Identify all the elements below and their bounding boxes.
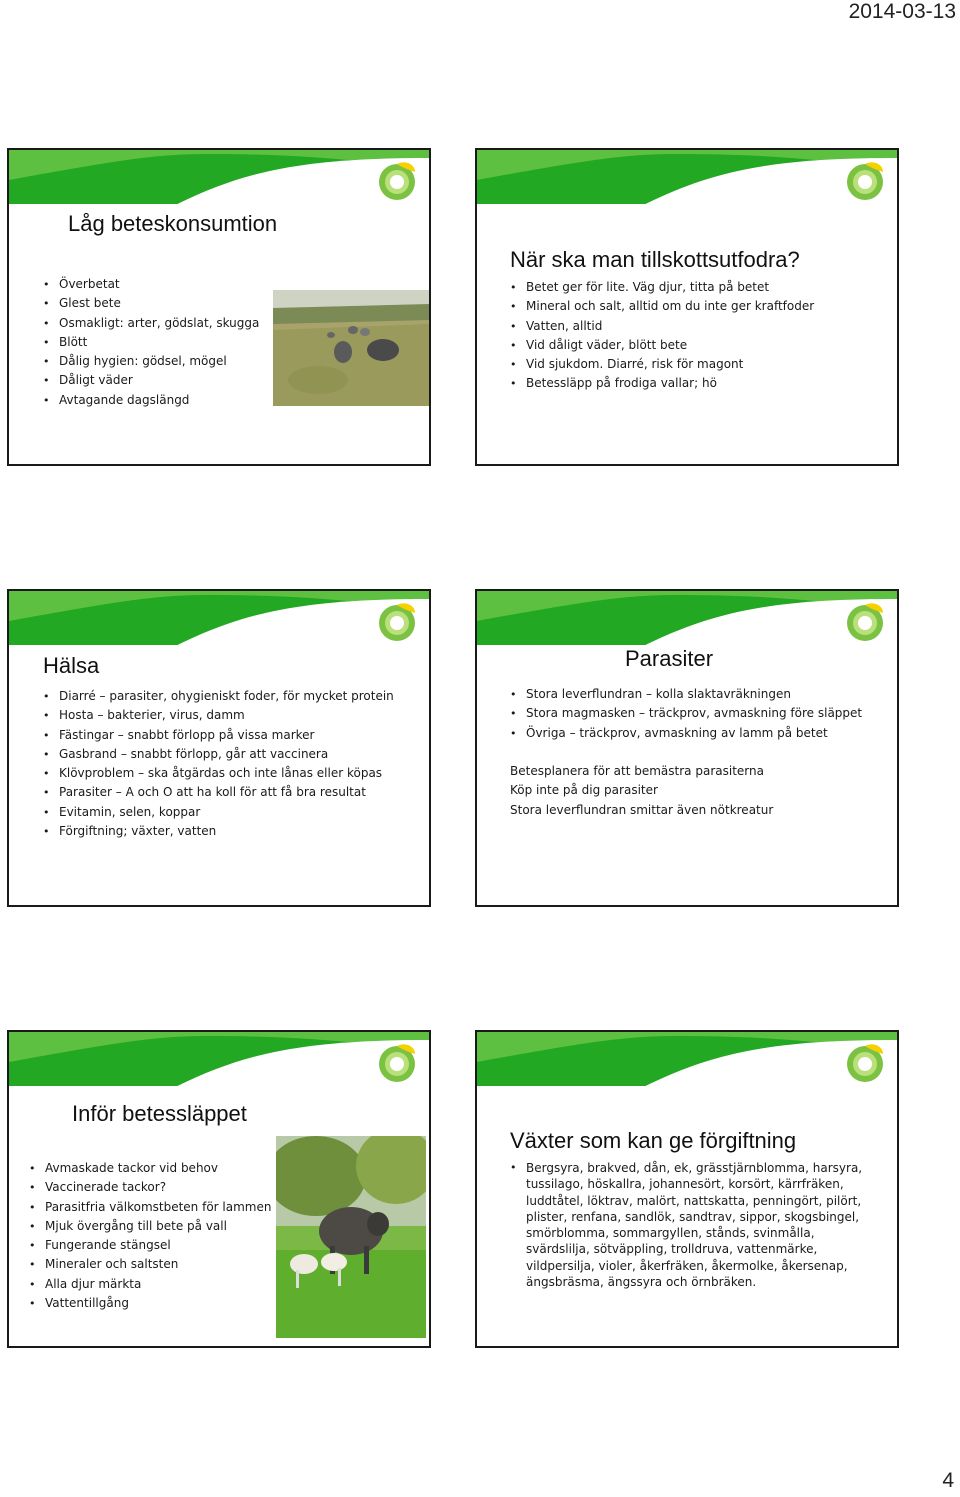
body-text bbox=[510, 762, 773, 820]
slide-header-band bbox=[477, 591, 897, 645]
slide-tillskottsutfodra bbox=[475, 148, 899, 466]
list-item: • Vaccinerade tackor? bbox=[29, 1178, 271, 1197]
list-item: • Parasitfria välkomstbeten för lammen bbox=[29, 1198, 271, 1217]
leaf-logo-icon bbox=[843, 1040, 887, 1084]
list-item: • Klövproblem – ska åtgärdas och inte lånas eller köpas bbox=[43, 764, 394, 783]
slide-vaxter-forgiftning bbox=[475, 1030, 899, 1348]
slide-header-band bbox=[9, 1032, 429, 1086]
slide-title: Växter som kan ge förgiftning bbox=[510, 1128, 797, 1153]
slide-header-band bbox=[9, 150, 429, 204]
list-item: • Glest bete bbox=[43, 294, 259, 313]
list-item: • Mjuk övergång till bete på vall bbox=[29, 1217, 271, 1236]
list-item: • Betet ger för lite. Väg djur, titta på betet bbox=[510, 278, 814, 297]
leaf-logo-icon bbox=[375, 1040, 419, 1084]
list-item: • Förgiftning; växter, vatten bbox=[43, 822, 394, 841]
bullet-list bbox=[510, 685, 862, 743]
leaf-logo-icon bbox=[843, 599, 887, 643]
text-line: Stora leverflundran smittar även nötkreatur bbox=[510, 802, 774, 817]
list-item: • Överbetat bbox=[43, 275, 259, 294]
list-item: • Mineraler och saltsten bbox=[29, 1255, 271, 1274]
slide-title: Låg beteskonsumtion bbox=[68, 211, 278, 236]
slide-halsa bbox=[7, 589, 431, 907]
sheep-grazing-photo bbox=[273, 290, 429, 406]
slide-header-band bbox=[477, 150, 897, 204]
list-item: • Vid sjukdom. Diarré, risk för magont bbox=[510, 355, 814, 374]
ewe-and-lambs-photo bbox=[276, 1136, 426, 1338]
list-item: • Betessläpp på frodiga vallar; hö bbox=[510, 374, 814, 393]
list-item: • Övriga – träckprov, avmaskning av lamm på betet bbox=[510, 724, 862, 743]
list-item: • Stora leverflundran – kolla slaktavräkningen bbox=[510, 685, 862, 704]
list-item: • Vattentillgång bbox=[29, 1294, 271, 1313]
list-item: • Fästingar – snabbt förlopp på vissa marker bbox=[43, 726, 394, 745]
list-item: • Parasiter – A och O att ha koll för att få bra resultat bbox=[43, 783, 394, 802]
list-item: • Gasbrand – snabbt förlopp, går att vaccinera bbox=[43, 745, 394, 764]
list-item: • Avmaskade tackor vid behov bbox=[29, 1159, 271, 1178]
list-item: • Vatten, alltid bbox=[510, 317, 814, 336]
list-item: • Stora magmasken – träckprov, avmaskning före släppet bbox=[510, 704, 862, 723]
list-item: • Bergsyra, brakved, dån, ek, grässtjärnblomma, harsyra, tussilago, höskallra, johannesört, korsört, kärrfräken, luddtåtel, löktrav, malört, nattskatta, penningört, pilört, plister, renfana, sandlök, sandtrav, sippor, skogsbingel, smörblomma, sommargyllen, stånds, svinmålla, svärdslilja, sötväppling, trolldruva, vattenmärke, vildpersilja, violer, åkerfräken, åkermolke, åkersenap, ängsbräsma, ängssyra och örnbräken. bbox=[510, 1160, 870, 1290]
text-line: Köp inte på dig parasiter bbox=[510, 783, 658, 798]
slide-header-band bbox=[477, 1032, 897, 1086]
list-item: • Osmakligt: arter, gödslat, skugga bbox=[43, 314, 259, 333]
bullet-list bbox=[29, 1159, 271, 1313]
list-item: • Avtagande dagslängd bbox=[43, 391, 259, 410]
list-item: • Dålig hygien: gödsel, mögel bbox=[43, 352, 259, 371]
slide-lag-beteskonsumtion bbox=[7, 148, 431, 466]
document-date: 2014-03-13 bbox=[848, 0, 956, 23]
slide-infor-betessläppet bbox=[7, 1030, 431, 1348]
leaf-logo-icon bbox=[375, 158, 419, 202]
bullet-list bbox=[43, 687, 394, 841]
list-item: • Blött bbox=[43, 333, 259, 352]
page-number: 4 bbox=[942, 1469, 954, 1492]
leaf-logo-icon bbox=[843, 158, 887, 202]
list-item: • Alla djur märkta bbox=[29, 1275, 271, 1294]
list-item: • Evitamin, selen, koppar bbox=[43, 803, 394, 822]
list-item: • Dåligt väder bbox=[43, 371, 259, 390]
text-line: Betesplanera för att bemästra parasiterna bbox=[510, 764, 764, 778]
bullet-list bbox=[510, 1160, 870, 1290]
bullet-list bbox=[510, 278, 814, 394]
slide-header-band bbox=[9, 591, 429, 645]
bullet-list bbox=[43, 275, 259, 410]
list-item: • Hosta – bakterier, virus, damm bbox=[43, 706, 394, 725]
slide-title: Inför betessläppet bbox=[72, 1101, 247, 1126]
leaf-logo-icon bbox=[375, 599, 419, 643]
list-item: • Vid dåligt väder, blött bete bbox=[510, 336, 814, 355]
slide-title: Hälsa bbox=[43, 653, 100, 678]
list-item: • Diarré – parasiter, ohygieniskt foder, för mycket protein bbox=[43, 687, 394, 706]
slide-title: Parasiter bbox=[625, 646, 714, 671]
slide-parasiter bbox=[475, 589, 899, 907]
slide-title: När ska man tillskottsutfodra? bbox=[510, 247, 800, 272]
list-item: • Fungerande stängsel bbox=[29, 1236, 271, 1255]
list-item: • Mineral och salt, alltid om du inte ger kraftfoder bbox=[510, 297, 814, 316]
